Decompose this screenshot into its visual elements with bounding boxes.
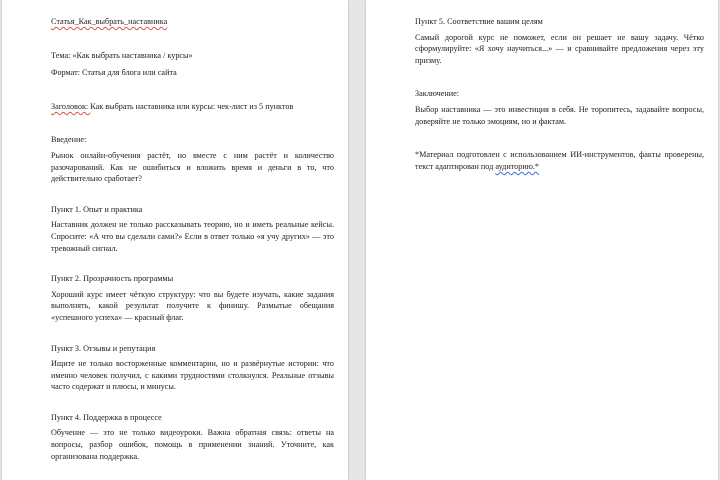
ai-disclaimer-note: *Материал подготовлен с использованием ИИ-инструментов, факты проверены, текст адаптирован под аудиторию.* <box>415 150 704 171</box>
point-2-heading: Пункт 2. Прозрачность программы <box>51 274 174 284</box>
topic-line: Тема: «Как выбрать наставника / курсы» <box>51 50 193 60</box>
conclusion-paragraph: Выбор наставника — это инвестиция в себя. Не торопитесь, задавайте вопросы, доверяйте не только эмоциям, но и фактам. <box>415 104 704 126</box>
document-page-left <box>2 0 348 480</box>
point-2-paragraph: Хороший курс имеет чёткую структуру: что вы будете изучать, какие задания выполнять, какой результат получите к финишу. Размытые обещания «успешного успеха» — красный флаг. <box>51 289 334 322</box>
document-title: Статья_Как_выбрать_наставника <box>51 17 168 26</box>
format-line: Формат: Статья для блога или сайта <box>51 68 177 78</box>
document-page-right <box>366 0 718 480</box>
headline-line: Заголовок: Как выбрать наставника или курсы: чек-лист из 5 пунктов <box>51 101 294 111</box>
conclusion-heading: Заключение: <box>415 89 460 99</box>
point-3-heading: Пункт 3. Отзывы и репутация <box>51 343 156 353</box>
point-5-heading: Пункт 5. Соответствие вашим целям <box>415 17 543 26</box>
point-4-heading: Пункт 4. Поддержка в процессе <box>51 412 162 422</box>
point-3-paragraph: Ищите не только восторженные комментарии, но и развёрнутые истории: что именно человек получил, с какими трудностями столкнулся. Реальные отзывы часто содержат и плюсы, и минусы. <box>51 359 334 392</box>
point-1-heading: Пункт 1. Опыт и практика <box>51 204 143 214</box>
point-5-paragraph: Самый дорогой курс не поможет, если он решает не вашу задачу. Чётко сформулируйте: «Я хочу научиться...» — и сравнивайте предложения через эту призму. <box>415 32 704 65</box>
point-4-paragraph: Обучение — это не только видеоуроки. Важна обратная связь: ответы на вопросы, разбор ошибок, помощь в применении знаний. Уточните, как организована поддержка. <box>51 428 334 461</box>
point-1-paragraph: Наставник должен не только рассказывать теорию, но и иметь реальные кейсы. Спросите: «А что вы сделали сами?» Если в ответ только «я учу других» — это тревожный сигнал. <box>51 220 334 253</box>
intro-heading: Введение: <box>51 135 87 145</box>
intro-paragraph: Рынок онлайн-обучения растёт, но вместе с ним растёт и количество разочарований. Как не ошибиться и вложить время и деньги в то, что действительно сработает? <box>51 150 334 184</box>
